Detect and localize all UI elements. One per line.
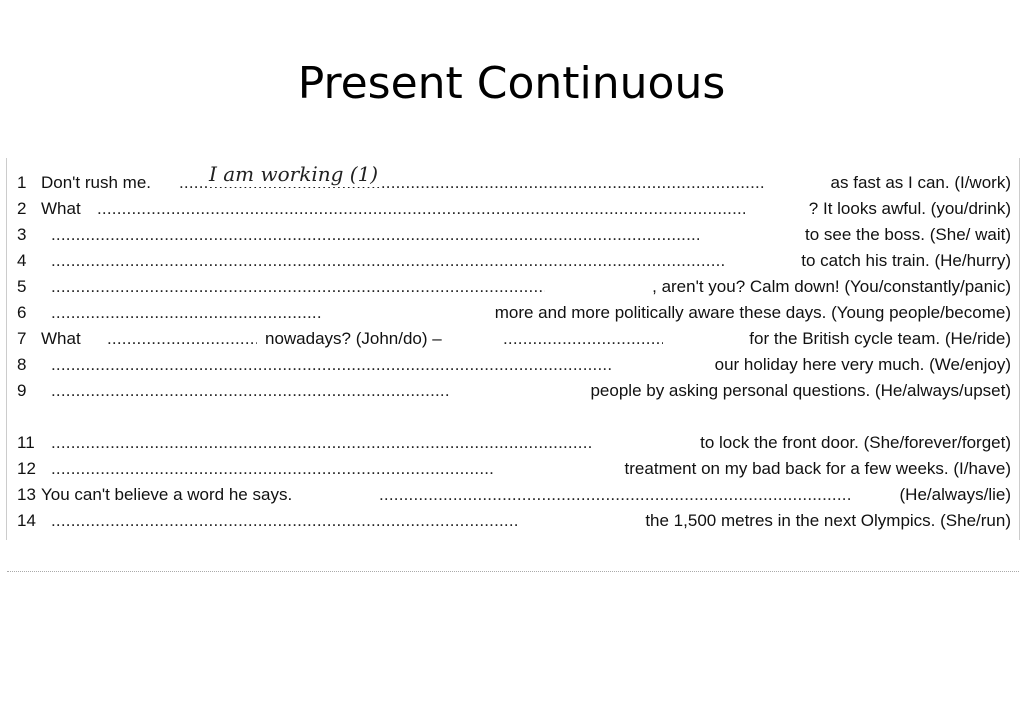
exercise-row-1 — [17, 162, 1011, 196]
row-number: 9 — [17, 381, 27, 400]
exercise-row-2 — [17, 196, 1011, 222]
row-suffix: more and more politically aware these days. (Young people/become) — [494, 303, 1011, 322]
exercise-row-11 — [17, 430, 1011, 456]
row-suffix: our holiday here very much. (We/enjoy) — [714, 355, 1011, 374]
exercise-row-8 — [17, 352, 1011, 378]
exercise-row-3 — [17, 222, 1011, 248]
answer-blank[interactable] — [51, 508, 519, 534]
exercise-row-12 — [17, 456, 1011, 482]
row-suffix: for the British cycle team. (He/ride) — [749, 329, 1011, 348]
row-prefix: You can't believe a word he says. — [41, 485, 293, 504]
exercise-row-4 — [17, 248, 1011, 274]
divider — [7, 571, 1019, 572]
row-number: 1 — [17, 173, 27, 192]
answer-blank[interactable] — [51, 456, 495, 482]
answer-blank[interactable] — [51, 274, 545, 300]
row-number: 6 — [17, 303, 27, 322]
answer-blank[interactable] — [51, 378, 451, 404]
row-number: 4 — [17, 251, 27, 270]
exercise-row-7 — [17, 326, 1011, 352]
row-number: 12 — [17, 459, 36, 478]
exercise-row-9 — [17, 378, 1011, 404]
answer-blank[interactable] — [97, 196, 745, 222]
row-suffix: ? It looks awful. (you/drink) — [808, 199, 1011, 218]
exercise-row-13 — [17, 482, 1011, 508]
row-suffix: as fast as I can. (I/work) — [830, 173, 1011, 192]
row-suffix: the 1,500 metres in the next Olympics. (She/run) — [645, 511, 1011, 530]
row-prefix: What — [41, 199, 81, 218]
row-number: 2 — [17, 199, 27, 218]
row-number: 3 — [17, 225, 27, 244]
row-number: 5 — [17, 277, 27, 296]
row-number: 11 — [17, 433, 35, 452]
row-number: 14 — [17, 511, 36, 530]
row-suffix: to catch his train. (He/hurry) — [801, 251, 1011, 270]
exercise-row-5 — [17, 274, 1011, 300]
row-suffix: people by asking personal questions. (He/always/upset) — [590, 381, 1011, 400]
row-number: 8 — [17, 355, 27, 374]
row-number: 7 — [17, 329, 27, 348]
page-title: Present Continuous — [297, 58, 726, 109]
answer-blank[interactable] — [51, 300, 321, 326]
answer-blank-2[interactable] — [503, 326, 663, 352]
exercise-list — [6, 158, 1020, 540]
row-suffix: to lock the front door. (She/forever/forget) — [700, 433, 1011, 452]
answer-blank[interactable] — [51, 430, 591, 456]
row-prefix: Don't rush me. — [41, 173, 152, 192]
answer-blank[interactable] — [51, 352, 611, 378]
handwritten-answer: I am working (1) — [209, 162, 379, 186]
row-number: 13 — [17, 485, 36, 504]
row-suffix: , aren't you? Calm down! (You/constantly/panic) — [652, 277, 1011, 296]
exercise-row-14 — [17, 508, 1011, 534]
row-prefix: What — [41, 329, 81, 348]
answer-blank[interactable] — [51, 248, 725, 274]
answer-blank[interactable] — [379, 482, 853, 508]
row-suffix: to see the boss. (She/ wait) — [805, 225, 1011, 244]
row-suffix: (He/always/lie) — [899, 485, 1011, 504]
answer-blank[interactable] — [107, 326, 257, 352]
row-suffix: treatment on my bad back for a few weeks. (I/have) — [624, 459, 1011, 478]
answer-blank[interactable] — [51, 222, 699, 248]
exercise-row-6 — [17, 300, 1011, 326]
row-middle: nowadays? (John/do) – — [265, 329, 442, 348]
